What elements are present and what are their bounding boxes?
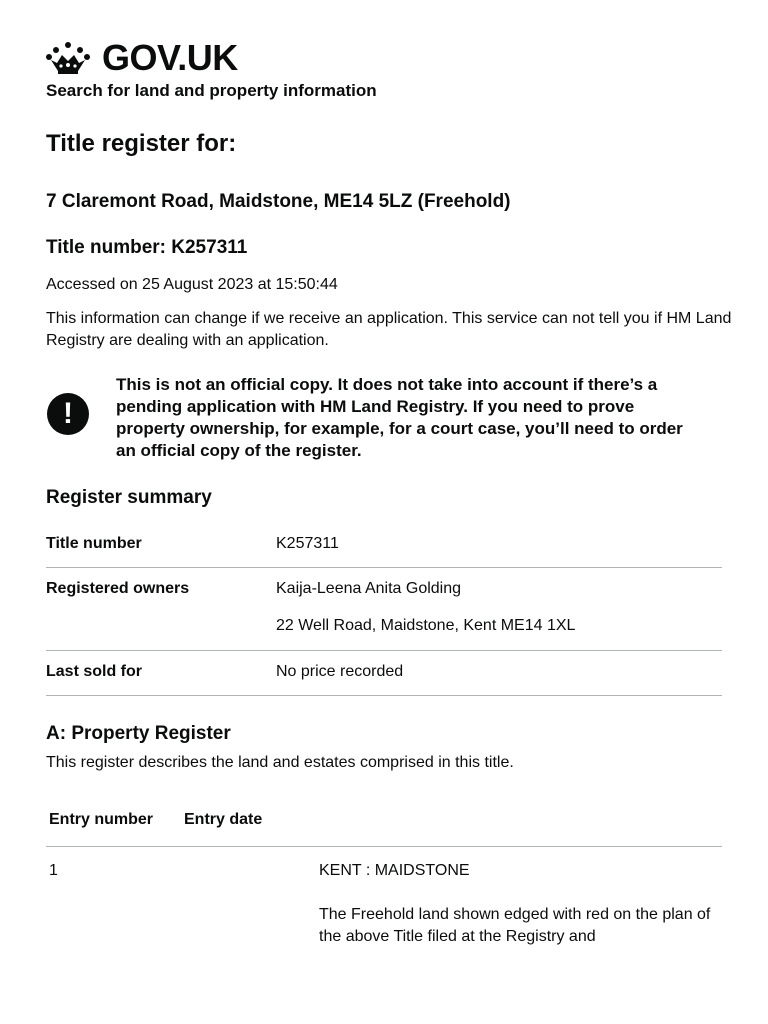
service-name-link[interactable]: Search for land and property information (46, 81, 377, 100)
property-register-heading: A: Property Register (46, 723, 231, 744)
entries-table-header (46, 808, 722, 847)
warning-notice (46, 374, 726, 462)
summary-key: Last sold for (46, 663, 143, 680)
summary-key: Title number (46, 535, 142, 552)
accessed-timestamp: Accessed on 25 August 2023 at 15:50:44 (46, 276, 338, 293)
property-register-description: This register describes the land and estates comprised in this title. (46, 754, 514, 771)
info-text: This information can change if we receive an application. This service can not tell you if HM Land Registry are dealing with an application. (46, 310, 732, 349)
title-number-heading: Title number: K257311 (46, 237, 248, 258)
summary-row-registered-owners (46, 568, 722, 651)
govuk-logo-text: GOV.UK (102, 37, 238, 78)
column-header-entry-number: Entry number (49, 811, 154, 828)
entry-line-2: The Freehold land shown edged with red on the plan of the above Title filed at the Registry and (319, 906, 711, 945)
summary-value: No price recorded (276, 663, 404, 680)
crown-icon (46, 41, 90, 75)
owner-name: Kaija-Leena Anita Golding (276, 580, 462, 597)
entry-line-1: KENT : MAIDSTONE (319, 862, 470, 879)
summary-row-last-sold (46, 651, 722, 696)
summary-row-title-number (46, 522, 722, 568)
owner-address: 22 Well Road, Maidstone, Kent ME14 1XL (276, 617, 576, 634)
entry-text (319, 860, 719, 948)
exclamation-icon: ! (47, 393, 89, 435)
summary-value (276, 578, 575, 650)
summary-list (46, 522, 722, 696)
property-address: 7 Claremont Road, Maidstone, ME14 5LZ (Freehold) (46, 191, 511, 212)
summary-value: K257311 (276, 535, 339, 552)
warning-text: This is not an official copy. It does not take into account if there’s a pending application with HM Land Registry. If you need to prove property ownership, for example, for a court case, you’ll need to order an official copy of the register. (116, 375, 683, 460)
entry-number: 1 (49, 862, 58, 879)
column-header-entry-date: Entry date (184, 811, 263, 828)
govuk-logo-link[interactable] (46, 38, 726, 78)
register-summary-heading: Register summary (46, 487, 212, 508)
page-title: Title register for: (46, 130, 237, 157)
summary-key: Registered owners (46, 580, 190, 597)
site-header (46, 38, 726, 102)
